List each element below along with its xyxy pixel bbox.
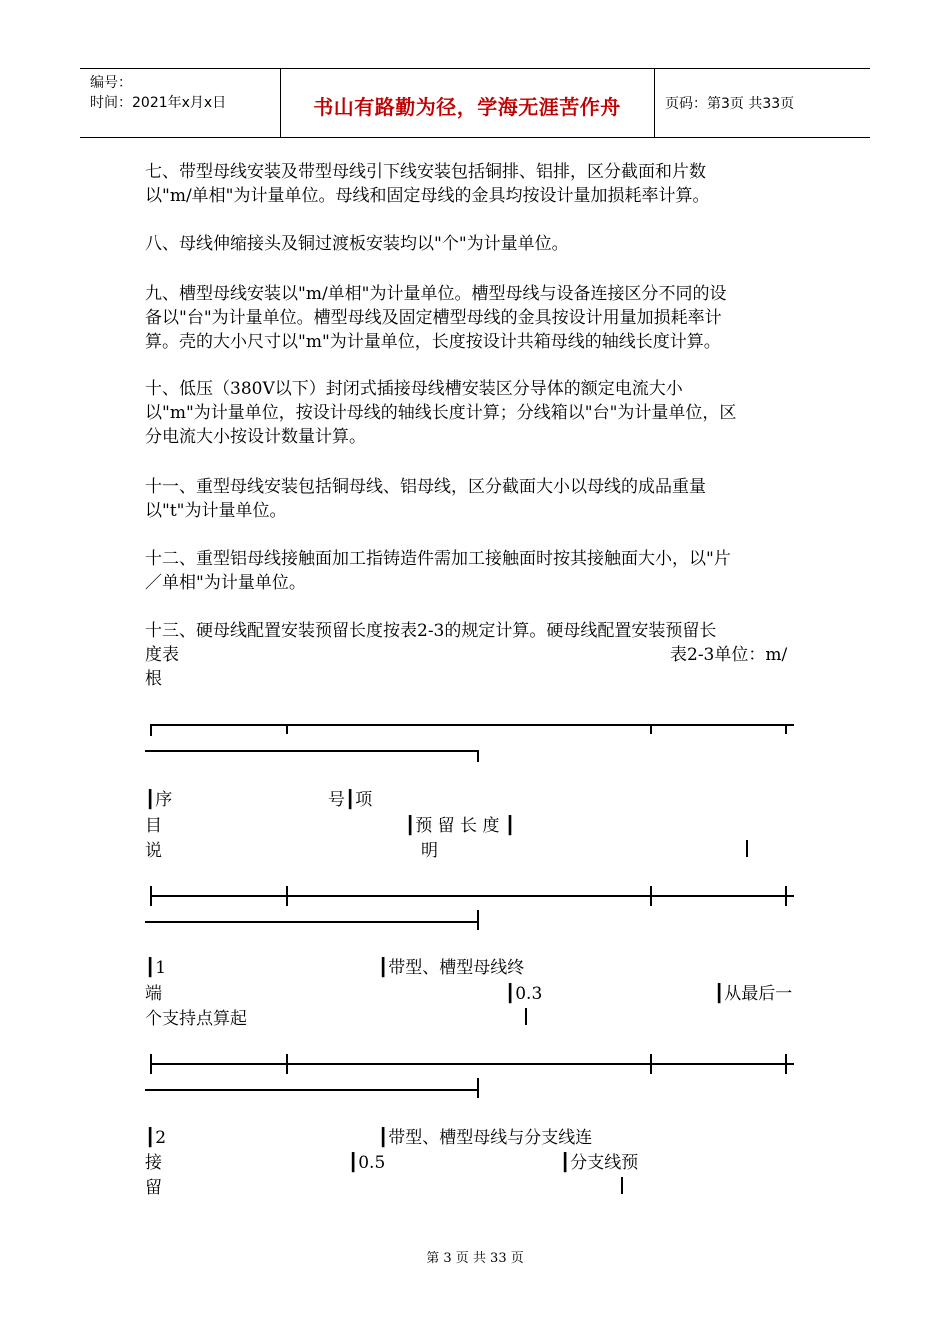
table-header-seq: ┃序 bbox=[145, 790, 173, 810]
paragraph-13-line-2b: 表2-3单位：m/ bbox=[670, 645, 788, 665]
table-row-2-right-bar bbox=[621, 1177, 623, 1194]
paragraph-13-line-1: 十三、硬母线配置安装预留长度按表2-3的规定计算。硬母线配置安装预留长 bbox=[145, 621, 717, 641]
header-motto: 书山有路勤为径，学海无涯苦作舟 bbox=[313, 95, 621, 119]
table-rule-tick bbox=[785, 1054, 787, 1074]
paragraph-9-line-3: 算。壳的大小尺寸以"m"为计量单位，长度按设计共箱母线的轴线长度计算。 bbox=[145, 332, 721, 352]
header-page-cell bbox=[655, 69, 870, 137]
header-meta-cell bbox=[80, 69, 281, 137]
paragraph-12-line-2: ／单相"为计量单位。 bbox=[145, 573, 306, 593]
table-row-2-item-b: 接 bbox=[145, 1153, 162, 1173]
table-mid-rule-1 bbox=[150, 895, 794, 897]
table-row-1-item-a: ┃带型、槽型母线终 bbox=[378, 958, 525, 978]
paragraph-10-line-2: 以"m"为计量单位，按设计母线的轴线长度计算；分线箱以"台"为计量单位，区 bbox=[145, 403, 737, 423]
table-top-rule bbox=[150, 724, 794, 726]
table-row-2-desc-b: 留 bbox=[145, 1178, 162, 1198]
table-rule-tick bbox=[785, 886, 787, 906]
table-row-2-desc-a: ┃分支线预 bbox=[560, 1153, 639, 1173]
header-page-number: 页码：第3页 共33页 bbox=[665, 96, 795, 112]
paragraph-11-line-2: 以"t"为计量单位。 bbox=[145, 501, 287, 521]
table-rule-tick bbox=[650, 724, 652, 734]
table-mid-rule-1-wrap bbox=[145, 921, 479, 923]
table-rule-tick bbox=[477, 750, 479, 762]
table-rule-tick bbox=[477, 1078, 479, 1098]
paragraph-9-line-1: 九、槽型母线安装以"m/单相"为计量单位。槽型母线与设备连接区分不同的设 bbox=[145, 284, 727, 304]
table-header-length: ┃预 留 长 度 ┃ bbox=[405, 816, 516, 836]
paragraph-12-line-1: 十二、重型铝母线接触面加工指铸造件需加工接触面时按其接触面大小，以"片 bbox=[145, 549, 731, 569]
document-number-label: 编号： bbox=[90, 75, 132, 91]
table-mid-rule-2 bbox=[150, 1063, 794, 1065]
table-rule-tick bbox=[477, 910, 479, 930]
table-mid-rule-2-wrap bbox=[145, 1089, 479, 1091]
table-row-1-right-bar bbox=[525, 1008, 527, 1025]
paragraph-11-line-1: 十一、重型母线安装包括铜母线、铝母线，区分截面大小以母线的成品重量 bbox=[145, 477, 706, 497]
table-rule-tick bbox=[150, 724, 152, 736]
paragraph-10-line-1: 十、低压（380V以下）封闭式插接母线槽安装区分导体的额定电流大小 bbox=[145, 379, 683, 399]
paragraph-9-line-2: 备以"台"为计量单位。槽型母线及固定槽型母线的金具按设计用量加损耗率计 bbox=[145, 308, 722, 328]
document-time-label: 时间：2021年x月x日 bbox=[90, 95, 227, 111]
paragraph-8: 八、母线伸缩接头及铜过渡板安装均以"个"为计量单位。 bbox=[145, 234, 569, 254]
table-row-1-no: ┃1 bbox=[145, 958, 167, 978]
table-rule-tick bbox=[286, 1054, 288, 1074]
table-rule-tick bbox=[785, 724, 787, 734]
table-rule-tick bbox=[286, 724, 288, 734]
table-row-2-item-a: ┃带型、槽型母线与分支线连 bbox=[378, 1128, 593, 1148]
paragraph-7-line-1: 七、带型母线安装及带型母线引下线安装包括铜排、铝排，区分截面和片数 bbox=[145, 162, 706, 182]
table-top-rule-wrap bbox=[145, 750, 479, 752]
page-header bbox=[80, 68, 870, 138]
paragraph-13-line-3: 根 bbox=[145, 669, 162, 689]
table-header-desc: 说 bbox=[145, 841, 162, 861]
table-header-right-bar bbox=[746, 840, 748, 857]
table-row-2-no: ┃2 bbox=[145, 1128, 167, 1148]
table-row-1-desc-b: 个支持点算起 bbox=[145, 1009, 247, 1029]
table-row-1-desc-a: ┃从最后一 bbox=[714, 984, 793, 1004]
table-row-2-length: ┃0.5 bbox=[348, 1153, 386, 1173]
page-footer: 第 3 页 共 33 页 bbox=[426, 1251, 524, 1266]
table-header-no-item: 号┃项 bbox=[328, 790, 373, 810]
header-motto-cell bbox=[280, 69, 655, 137]
paragraph-7-line-2: 以"m/单相"为计量单位。母线和固定母线的金具均按设计量加损耗率计算。 bbox=[145, 186, 710, 206]
table-rule-tick bbox=[650, 1054, 652, 1074]
paragraph-10-line-3: 分电流大小按设计数量计算。 bbox=[145, 427, 366, 447]
table-header-item: 目 bbox=[145, 816, 162, 836]
table-row-1-item-b: 端 bbox=[145, 984, 162, 1004]
table-rule-tick bbox=[650, 886, 652, 906]
table-row-1-length: ┃0.3 bbox=[505, 984, 543, 1004]
table-header-desc-b: 明 bbox=[421, 841, 438, 861]
table-rule-tick bbox=[286, 886, 288, 906]
paragraph-13-line-2a: 度表 bbox=[145, 645, 179, 665]
